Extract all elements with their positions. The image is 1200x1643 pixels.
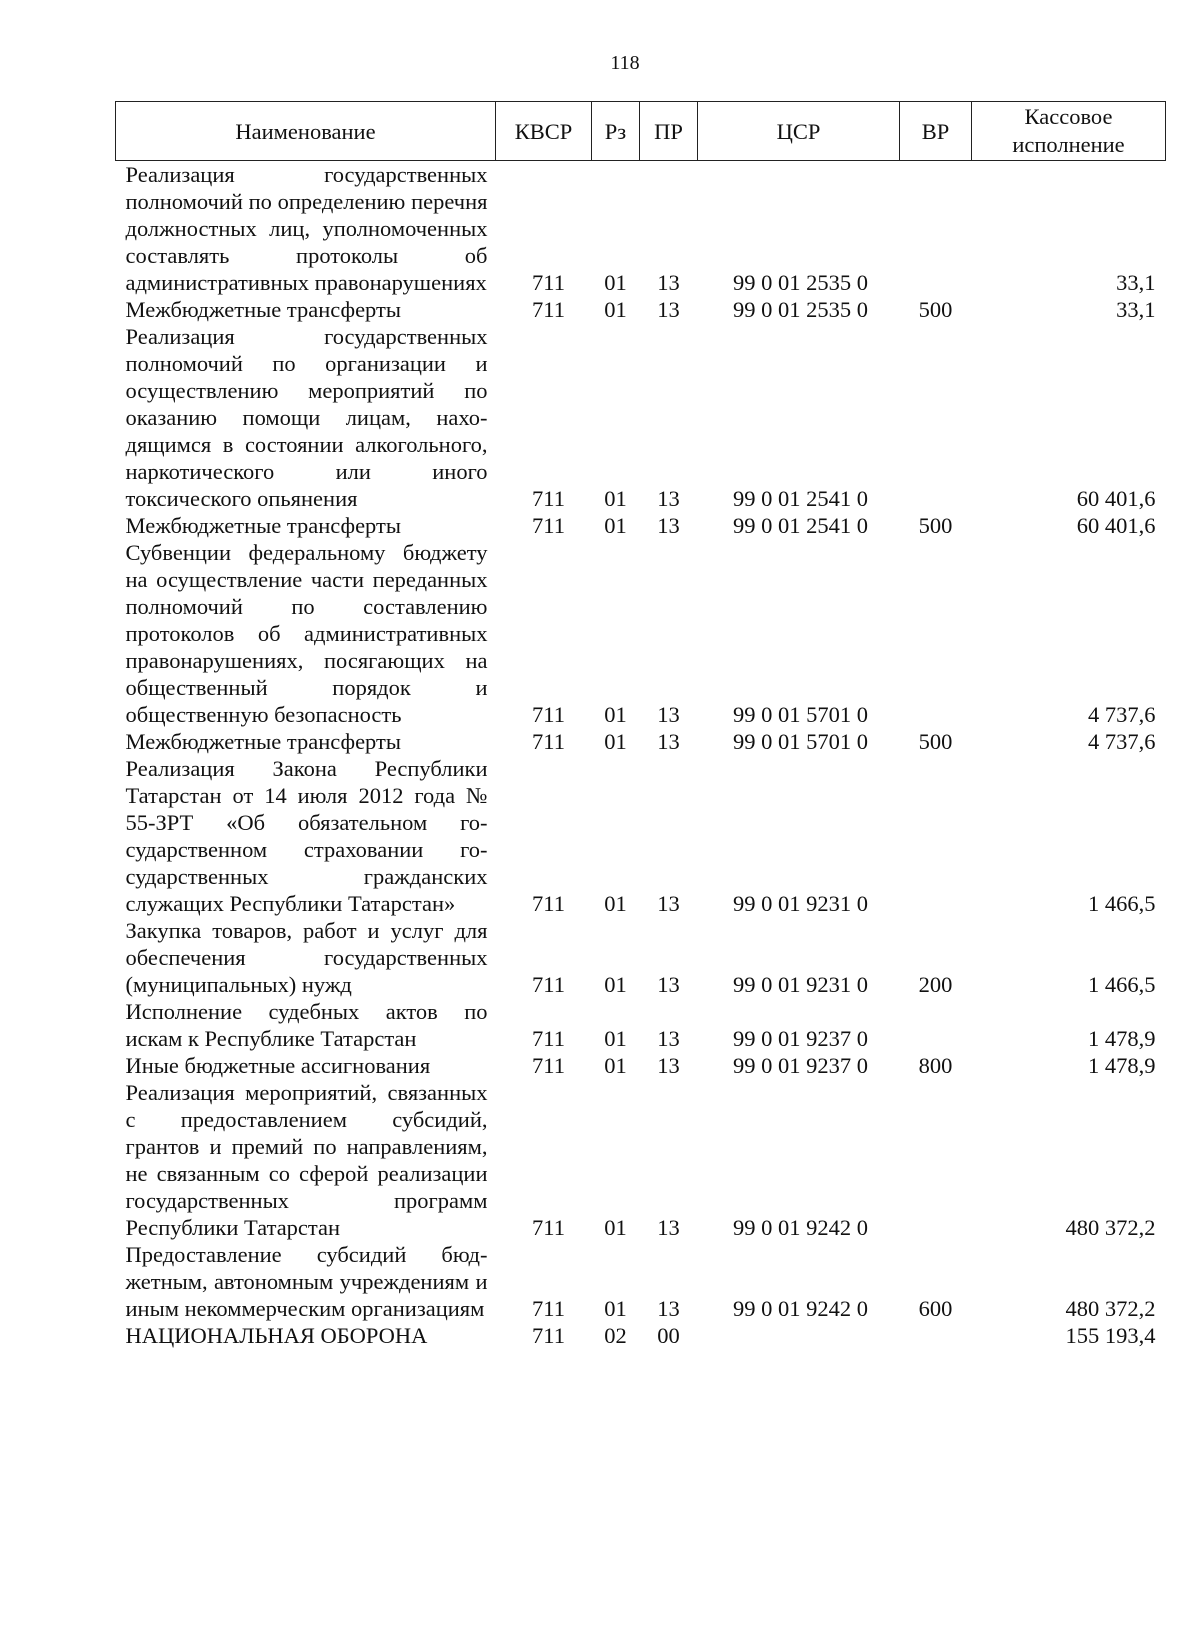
row-pr: 13 [657, 1053, 680, 1078]
row-rz: 01 [604, 702, 627, 727]
row-sum: 480 372,2 [1065, 1215, 1156, 1240]
row-kvsr: 711 [532, 729, 565, 754]
row-pr: 13 [657, 729, 680, 754]
row-sum: 1 466,5 [1088, 972, 1156, 997]
budget-execution-table [115, 101, 1166, 1349]
header-row [116, 102, 1166, 161]
row-name: Межбюджетные трансферты [125, 513, 401, 538]
table-row [116, 998, 1166, 1052]
row-pr: 13 [657, 1296, 680, 1321]
table-row [116, 728, 1166, 755]
row-vr [900, 755, 972, 917]
row-vr [900, 998, 972, 1052]
row-csr: 99 0 01 5701 0 [733, 729, 868, 754]
row-vr [900, 161, 972, 297]
row-vr [900, 1079, 972, 1241]
header-vr: ВР [900, 102, 972, 161]
row-rz: 01 [604, 972, 627, 997]
row-csr: 99 0 01 9231 0 [733, 972, 868, 997]
row-vr: 500 [918, 729, 953, 754]
row-name: Предоставление субсидий бюджетным, автономным учреждениям и иным некоммерческим организациям [125, 1242, 488, 1321]
table-row [116, 917, 1166, 998]
table-row [116, 539, 1166, 728]
header-name: Наименование [116, 102, 496, 161]
header-pr: ПР [640, 102, 698, 161]
row-name: Реализация государственных полномочий по определению перечня должностных лиц, уполномоченных составлять протоколы об административных правонарушениях [125, 162, 488, 295]
row-rz: 01 [604, 1215, 627, 1240]
row-rz: 01 [604, 297, 627, 322]
table-row [116, 512, 1166, 539]
row-csr: 99 0 01 9242 0 [733, 1296, 868, 1321]
row-rz: 01 [604, 729, 627, 754]
row-name: Межбюджетные трансферты [125, 297, 401, 322]
row-pr: 13 [657, 972, 680, 997]
row-kvsr: 711 [532, 1026, 565, 1051]
row-vr: 500 [918, 297, 953, 322]
table-row [116, 1322, 1166, 1349]
header-kvsr: КВСР [496, 102, 592, 161]
row-sum: 60 401,6 [1076, 513, 1156, 538]
table-row [116, 1052, 1166, 1079]
row-rz: 01 [604, 270, 627, 295]
row-sum: 60 401,6 [1076, 486, 1156, 511]
row-sum: 1 478,9 [1088, 1053, 1156, 1078]
row-pr: 00 [657, 1323, 680, 1348]
page-number: 118 [610, 52, 640, 74]
row-sum: 4 737,6 [1088, 702, 1156, 727]
header-rz: Рз [592, 102, 640, 161]
row-kvsr: 711 [532, 1053, 565, 1078]
table-row [116, 323, 1166, 512]
table-row [116, 755, 1166, 917]
row-rz: 01 [604, 891, 627, 916]
row-csr: 99 0 01 2541 0 [733, 513, 868, 538]
table-row [116, 1079, 1166, 1241]
row-name: Исполнение судебных актов по искам к Республике Татарстан [125, 999, 488, 1051]
header-cash-execution-line1: Кассовое [1024, 104, 1113, 129]
row-rz: 02 [604, 1323, 627, 1348]
row-csr: 99 0 01 2535 0 [733, 270, 868, 295]
table-header [116, 102, 1166, 161]
row-vr: 500 [918, 513, 953, 538]
row-pr: 13 [657, 513, 680, 538]
table-body [116, 161, 1166, 1350]
row-rz: 01 [604, 513, 627, 538]
row-name: Иные бюджетные ассигнования [125, 1053, 431, 1078]
row-name: Реализация государственных полномочий по организации и осуществлению мероприятий по оказанию помощи лицам, находящимся в состоянии алкогольного, наркотического или иного токсического опьянения [125, 324, 488, 511]
row-kvsr: 711 [532, 1215, 565, 1240]
header-cash-execution [972, 102, 1166, 161]
row-pr: 13 [657, 702, 680, 727]
row-csr: 99 0 01 5701 0 [733, 702, 868, 727]
row-csr: 99 0 01 2541 0 [733, 486, 868, 511]
table-row [116, 296, 1166, 323]
row-pr: 13 [657, 891, 680, 916]
row-kvsr: 711 [532, 270, 565, 295]
row-name: Межбюджетные трансферты [125, 729, 401, 754]
row-vr [900, 539, 972, 728]
header-cash-execution-line2: исполнение [1012, 132, 1125, 157]
row-rz: 01 [604, 1053, 627, 1078]
row-pr: 13 [657, 1026, 680, 1051]
row-sum: 480 372,2 [1065, 1296, 1156, 1321]
row-kvsr: 711 [532, 972, 565, 997]
row-csr: 99 0 01 2535 0 [733, 297, 868, 322]
row-name: НАЦИОНАЛЬНАЯ ОБОРОНА [125, 1323, 428, 1348]
row-name: Реализация мероприятий, связанных с предоставлением субсидий, грантов и премий по направлениям, не связанным со сферой реализации государственных программ Республики Татарстан [125, 1080, 488, 1240]
row-sum: 33,1 [1116, 297, 1156, 322]
row-pr: 13 [657, 270, 680, 295]
row-csr: 99 0 01 9231 0 [733, 891, 868, 916]
row-kvsr: 711 [532, 1296, 565, 1321]
row-kvsr: 711 [532, 513, 565, 538]
row-vr [900, 1322, 972, 1349]
row-sum: 33,1 [1116, 270, 1156, 295]
row-vr: 600 [918, 1296, 953, 1321]
table-row [116, 1241, 1166, 1322]
row-kvsr: 711 [532, 1323, 565, 1348]
row-sum: 155 193,4 [1065, 1323, 1156, 1348]
row-pr: 13 [657, 1215, 680, 1240]
row-name: Закупка товаров, работ и услуг для обеспечения государственных (муниципальных) нужд [125, 918, 488, 997]
row-csr: 99 0 01 9242 0 [733, 1215, 868, 1240]
row-sum: 4 737,6 [1088, 729, 1156, 754]
row-csr [698, 1322, 900, 1349]
row-pr: 13 [657, 297, 680, 322]
row-vr: 200 [918, 972, 953, 997]
row-vr: 800 [918, 1053, 953, 1078]
row-name: Субвенции федеральному бюджету на осуществление части переданных полномочий по составлению протоколов об административных правонарушениях, посягающих на общественный порядок и общественную безопасность [125, 540, 488, 727]
row-csr: 99 0 01 9237 0 [733, 1026, 868, 1051]
row-rz: 01 [604, 1026, 627, 1051]
row-rz: 01 [604, 486, 627, 511]
row-kvsr: 711 [532, 702, 565, 727]
header-csr: ЦСР [698, 102, 900, 161]
row-kvsr: 711 [532, 486, 565, 511]
row-rz: 01 [604, 1296, 627, 1321]
row-kvsr: 711 [532, 297, 565, 322]
row-vr [900, 323, 972, 512]
table-row [116, 161, 1166, 297]
row-sum: 1 478,9 [1088, 1026, 1156, 1051]
row-kvsr: 711 [532, 891, 565, 916]
row-name: Реализация Закона Республики Татарстан от 14 июля 2012 года № 55-ЗРТ «Об обязательном государственном страховании государственных гражданских служащих Республики Татарстан» [125, 756, 488, 916]
row-pr: 13 [657, 486, 680, 511]
row-csr: 99 0 01 9237 0 [733, 1053, 868, 1078]
row-sum: 1 466,5 [1088, 891, 1156, 916]
